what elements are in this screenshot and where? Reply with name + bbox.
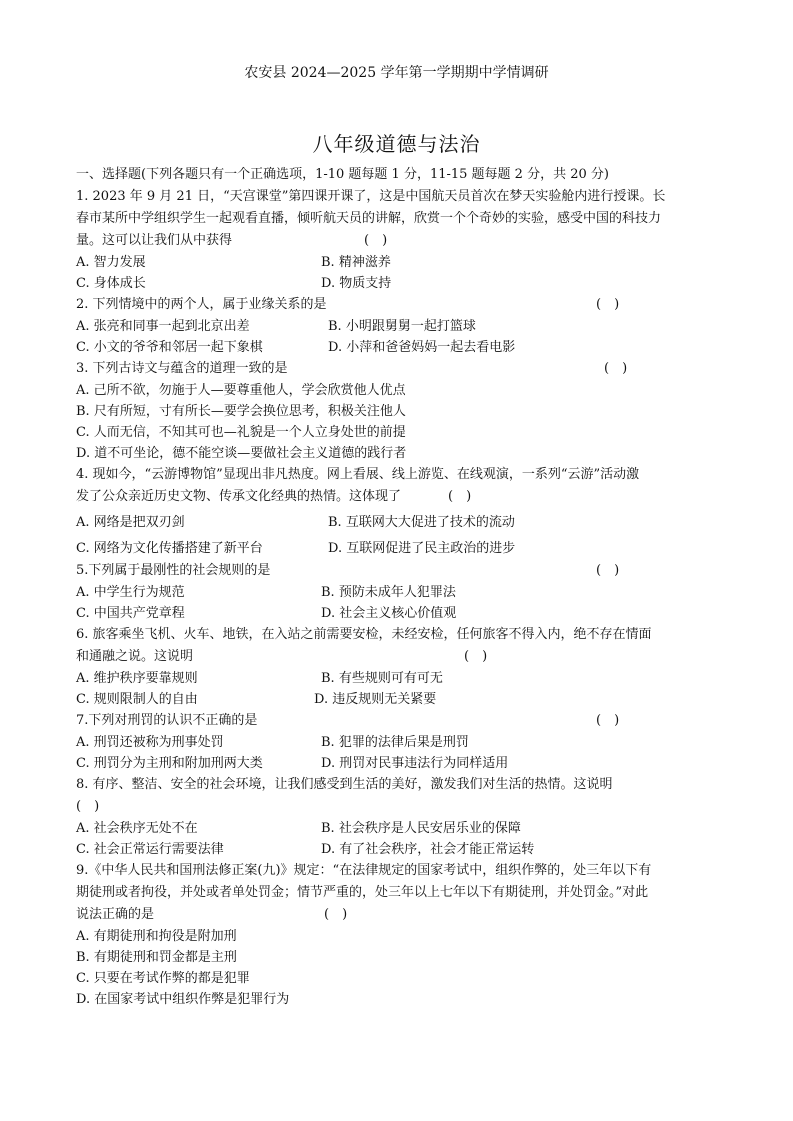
question-4-line-1: 4. 现如今，“云游博物馆”显现出非凡热度。网上看展、线上游览、在线观演，一系列“云游”活动激 xyxy=(76,467,640,482)
question-6-line-2: 和通融之说。这说明 xyxy=(76,649,194,664)
question-9-line-3: 说法正确的是 xyxy=(76,907,155,922)
question-5 xyxy=(76,560,721,624)
question-3-stem-row xyxy=(76,358,721,380)
option-b: B. 精神滋养 xyxy=(321,255,391,270)
exam-header: 农安县 2024—2025 学年第一学期期中学情调研 xyxy=(244,65,549,81)
options-row xyxy=(76,668,721,689)
option-b: B. 预防未成年人犯罪法 xyxy=(321,585,456,600)
option-d: D. 违反规则无关紧要 xyxy=(314,692,437,707)
option-a: A. 社会秩序无处不在 xyxy=(76,821,198,836)
options-row xyxy=(76,689,721,710)
question-3 xyxy=(76,358,721,464)
question-9 xyxy=(76,860,721,1010)
question-4 xyxy=(76,464,721,560)
options-row xyxy=(76,753,721,774)
answer-bracket: ( ) xyxy=(596,713,620,728)
question-9-line-1: 9.《中华人民共和国刑法修正案(九)》规定：“在法律规定的国家考试中，组织作弊的，处三年以下有 xyxy=(76,863,652,878)
question-1 xyxy=(76,186,721,294)
question-6-line-2-row xyxy=(76,646,721,668)
exam-title: 八年级道德与法治 xyxy=(312,132,481,156)
question-2 xyxy=(76,294,721,358)
option-d: D. 社会主义核心价值观 xyxy=(321,606,457,621)
question-8 xyxy=(76,774,721,860)
options-row xyxy=(76,582,721,603)
options-row xyxy=(76,538,721,560)
option-b: B. 犯罪的法律后果是刑罚 xyxy=(321,735,469,750)
option-b: B. 小明跟舅舅一起打篮球 xyxy=(328,319,476,334)
option-c: C. 社会正常运行需要法律 xyxy=(76,842,224,857)
answer-bracket: ( ) xyxy=(324,907,348,922)
option-b: B. 有期徒刑和罚金都是主刑 xyxy=(76,950,237,965)
option-c: C. 规则限制人的自由 xyxy=(76,692,198,707)
option-a: A. 有期徒刑和拘役是附加刑 xyxy=(76,929,237,944)
question-9-line-2: 期徒刑或者拘役，并处或者单处罚金；情节严重的，处三年以上七年以下有期徒刑，并处罚金。”对此 xyxy=(76,885,649,900)
option-d: D. 物质支持 xyxy=(321,276,392,291)
options-row xyxy=(76,337,721,358)
question-2-stem-row xyxy=(76,294,721,316)
question-2-stem: 2. 下列情境中的两个人，属于业缘关系的是 xyxy=(76,297,327,312)
options-row xyxy=(76,732,721,753)
option-a: A. 己所不欲，勿施于人—要尊重他人，学会欣赏他人优点 xyxy=(76,383,406,398)
option-d: D. 道不可坐论，德不能空谈—要做社会主义道德的践行者 xyxy=(76,446,407,461)
answer-bracket: ( ) xyxy=(364,233,388,248)
options-row xyxy=(76,512,721,534)
answer-bracket: ( ) xyxy=(76,799,100,814)
options-row xyxy=(76,273,721,294)
question-6-line-1: 6. 旅客乘坐飞机、火车、地铁，在入站之前需要安检，未经安检，任何旅客不得入内，绝不存在情面 xyxy=(76,627,652,642)
question-5-stem: 5.下列属于最刚性的社会规则的是 xyxy=(76,563,271,578)
option-a: A. 智力发展 xyxy=(76,255,146,270)
option-a: A. 刑罚还被称为刑事处罚 xyxy=(76,735,224,750)
section-heading: 一、选择题(下列各题只有一个正确选项，1-10 题每题 1 分，11-15 题每题 2 分，共 20 分) xyxy=(76,167,609,182)
option-b: B. 互联网大大促进了技术的流动 xyxy=(328,515,515,530)
question-1-line-2: 春市某所中学组织学生一起观看直播，倾听航天员的讲解，欣赏一个个奇妙的实验，感受中国的科技力 xyxy=(76,211,662,226)
option-d: D. 在国家考试中组织作弊是犯罪行为 xyxy=(76,992,290,1007)
question-4-line-2: 发了公众亲近历史文物、传承文化经典的热情。这体现了 xyxy=(76,489,402,504)
option-a: A. 中学生行为规范 xyxy=(76,585,185,600)
exam-content xyxy=(76,164,721,1010)
question-6 xyxy=(76,624,721,710)
option-d: D. 互联网促进了民主政治的进步 xyxy=(328,541,516,556)
question-7-stem: 7.下列对刑罚的认识不正确的是 xyxy=(76,713,258,728)
question-7-stem-row xyxy=(76,710,721,732)
options-row xyxy=(76,252,721,273)
question-1-line-3-row xyxy=(76,230,721,252)
options-row xyxy=(76,603,721,624)
answer-bracket: ( ) xyxy=(596,563,620,578)
option-c: C. 中国共产党章程 xyxy=(76,606,185,621)
answer-bracket: ( ) xyxy=(604,361,628,376)
answer-bracket: ( ) xyxy=(596,297,620,312)
options-row xyxy=(76,839,721,860)
option-a: A. 维护秩序要靠规则 xyxy=(76,671,198,686)
option-b: B. 尺有所短，寸有所长—要学会换位思考，积极关注他人 xyxy=(76,404,406,419)
option-b: B. 有些规则可有可无 xyxy=(321,671,443,686)
option-c: C. 刑罚分为主刑和附加刑两大类 xyxy=(76,756,263,771)
question-1-line-3: 量。这可以让我们从中获得 xyxy=(76,233,233,248)
option-d: D. 有了社会秩序，社会才能正常运转 xyxy=(321,842,535,857)
question-8-stem: 8. 有序、整洁、安全的社会环境，让我们感受到生活的美好，激发我们对生活的热情。这说明 xyxy=(76,777,613,792)
option-c: C. 网络为文化传播搭建了新平台 xyxy=(76,541,263,556)
option-c: C. 只要在考试作弊的都是犯罪 xyxy=(76,971,250,986)
question-4-line-2-row xyxy=(76,486,721,508)
option-a: A. 网络是把双刃剑 xyxy=(76,515,185,530)
question-7 xyxy=(76,710,721,774)
option-c: C. 身体成长 xyxy=(76,276,146,291)
question-9-line-3-row xyxy=(76,904,721,926)
option-d: D. 刑罚对民事违法行为同样适用 xyxy=(321,756,509,771)
question-5-stem-row xyxy=(76,560,721,582)
option-c: C. 小文的爷爷和邻居一起下象棋 xyxy=(76,340,263,355)
options-row xyxy=(76,818,721,839)
answer-bracket: ( ) xyxy=(448,489,472,504)
option-c: C. 人而无信，不知其可也—礼貌是一个人立身处世的前提 xyxy=(76,425,406,440)
option-a: A. 张亮和同事一起到北京出差 xyxy=(76,319,250,334)
options-row xyxy=(76,316,721,337)
answer-bracket: ( ) xyxy=(464,649,488,664)
option-d: D. 小萍和爸爸妈妈一起去看电影 xyxy=(328,340,516,355)
question-1-line-1: 1. 2023 年 9 月 21 日，“天宫课堂”第四课开课了，这是中国航天员首次在梦天实验舱内进行授课。长 xyxy=(76,189,666,204)
question-3-stem: 3. 下列古诗文与蕴含的道理一致的是 xyxy=(76,361,288,376)
option-b: B. 社会秩序是人民安居乐业的保障 xyxy=(321,821,521,836)
